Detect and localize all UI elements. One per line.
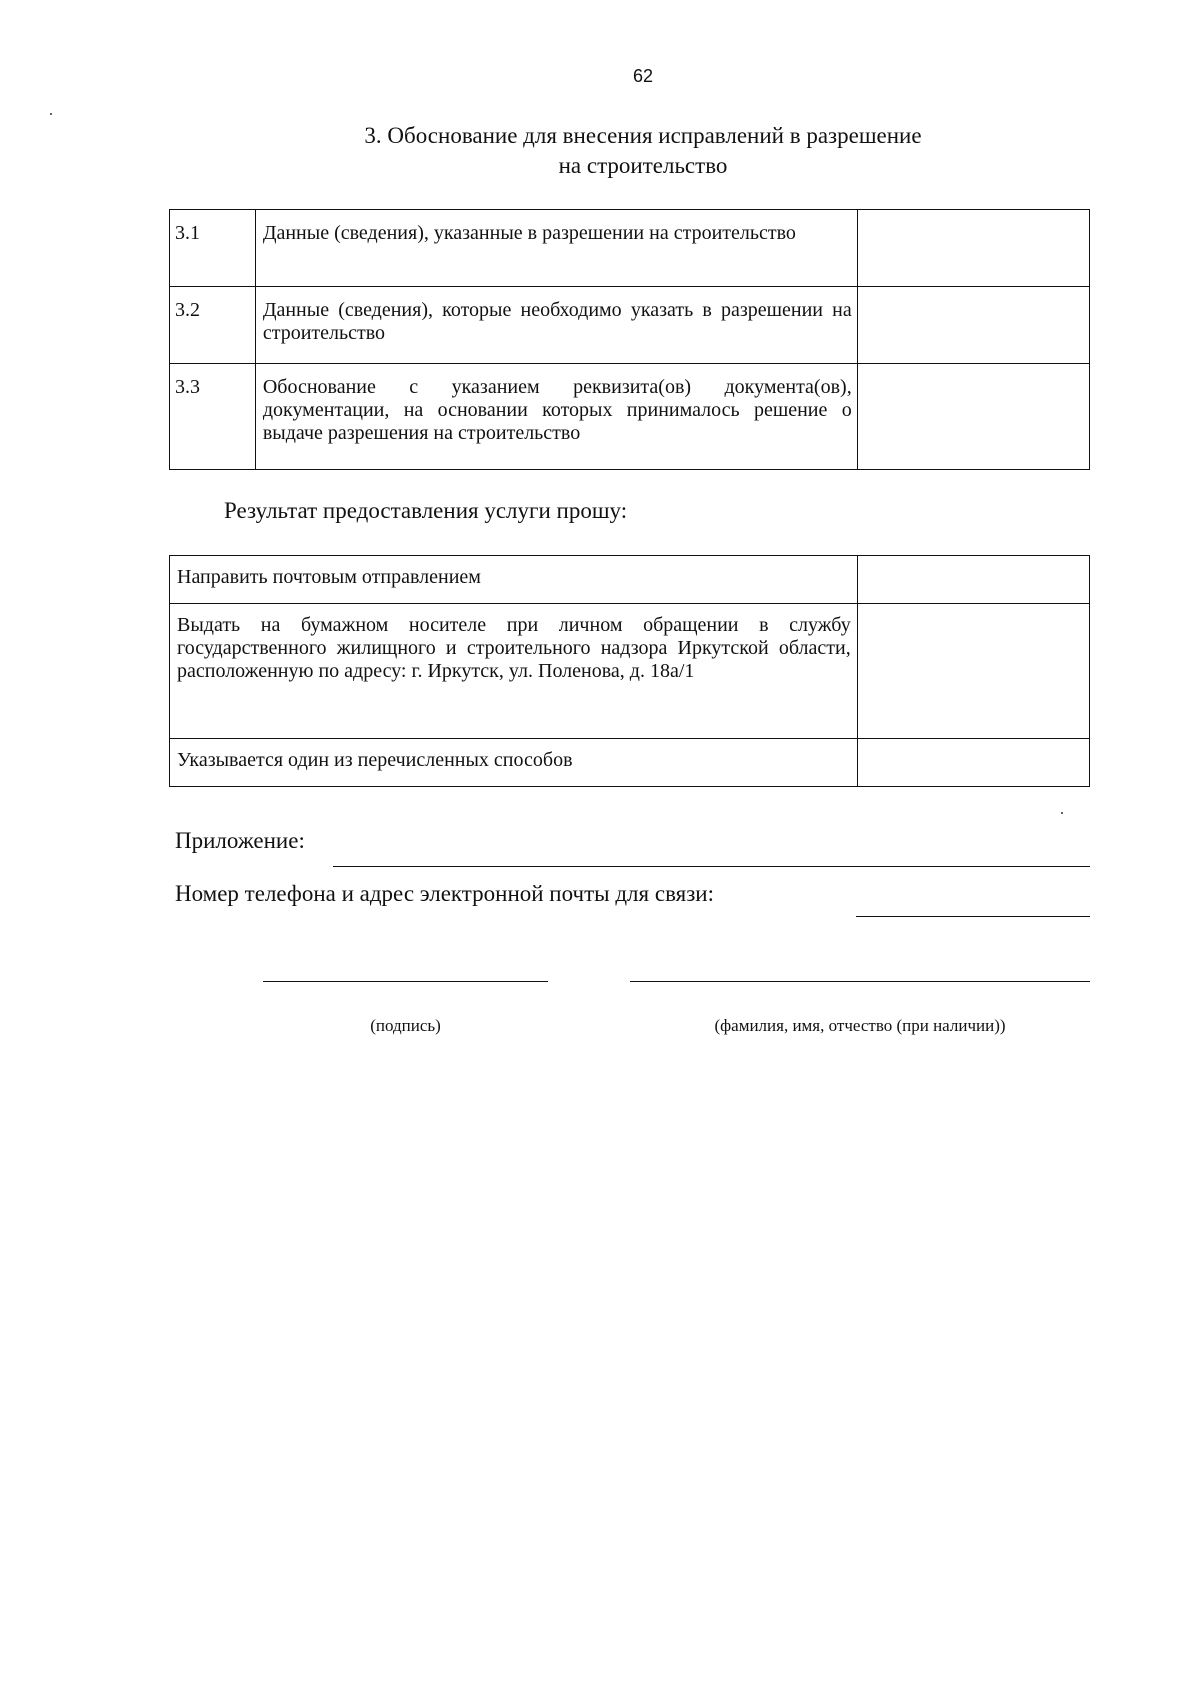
full-name-line[interactable] [630, 980, 1090, 982]
row-number: 3.2 [170, 287, 256, 364]
option-label: Указывается один из перечисленных способов [170, 739, 858, 787]
scan-speck [50, 113, 52, 115]
row-number: 3.3 [170, 364, 256, 470]
section-title-line-1: 3. Обоснование для внесения исправлений в разрешение [364, 123, 922, 148]
scan-speck [1061, 812, 1063, 814]
section-title-line-2: на строительство [558, 153, 728, 178]
option-mark-field[interactable] [857, 739, 1089, 787]
signature-line[interactable] [263, 980, 548, 982]
attachment-field[interactable] [333, 848, 1090, 867]
row-label: Данные (сведения), которые необходимо указать в разрешении на строительство [255, 287, 857, 364]
full-name-caption: (фамилия, имя, отчество (при наличии)) [714, 1016, 1006, 1035]
row-value-field[interactable] [857, 210, 1089, 287]
option-label: Направить почтовым отправлением [170, 556, 858, 604]
table-row [170, 604, 1090, 739]
basis-table [169, 209, 1090, 470]
result-heading: Результат предоставления услуги прошу: [224, 498, 628, 523]
row-label: Обоснование с указанием реквизита(ов) документа(ов), документации, на основании которых принималось решение о выдаче разрешения на строительство [255, 364, 857, 470]
row-value-field[interactable] [857, 364, 1089, 470]
table-row [170, 556, 1090, 604]
contact-label: Номер телефона и адрес электронной почты для связи: [175, 881, 714, 906]
signature-caption: (подпись) [370, 1016, 441, 1035]
delivery-options-table [169, 555, 1090, 787]
table-row [170, 364, 1090, 470]
page-number: 62 [632, 66, 654, 86]
option-mark-field[interactable] [857, 556, 1089, 604]
table-row [170, 287, 1090, 364]
row-number: 3.1 [170, 210, 256, 287]
table-row [170, 739, 1090, 787]
row-label: Данные (сведения), указанные в разрешении на строительство [255, 210, 857, 287]
table-row [170, 210, 1090, 287]
row-value-field[interactable] [857, 287, 1089, 364]
section-title [170, 121, 1116, 181]
option-label: Выдать на бумажном носителе при личном обращении в службу государственного жилищного и строительного надзора Иркутской области, расположенную по адресу: г. Иркутск, ул. Поленова, д. 18а/1 [170, 604, 858, 739]
attachment-label: Приложение: [175, 828, 305, 853]
option-mark-field[interactable] [857, 604, 1089, 739]
contact-field[interactable] [856, 898, 1090, 917]
